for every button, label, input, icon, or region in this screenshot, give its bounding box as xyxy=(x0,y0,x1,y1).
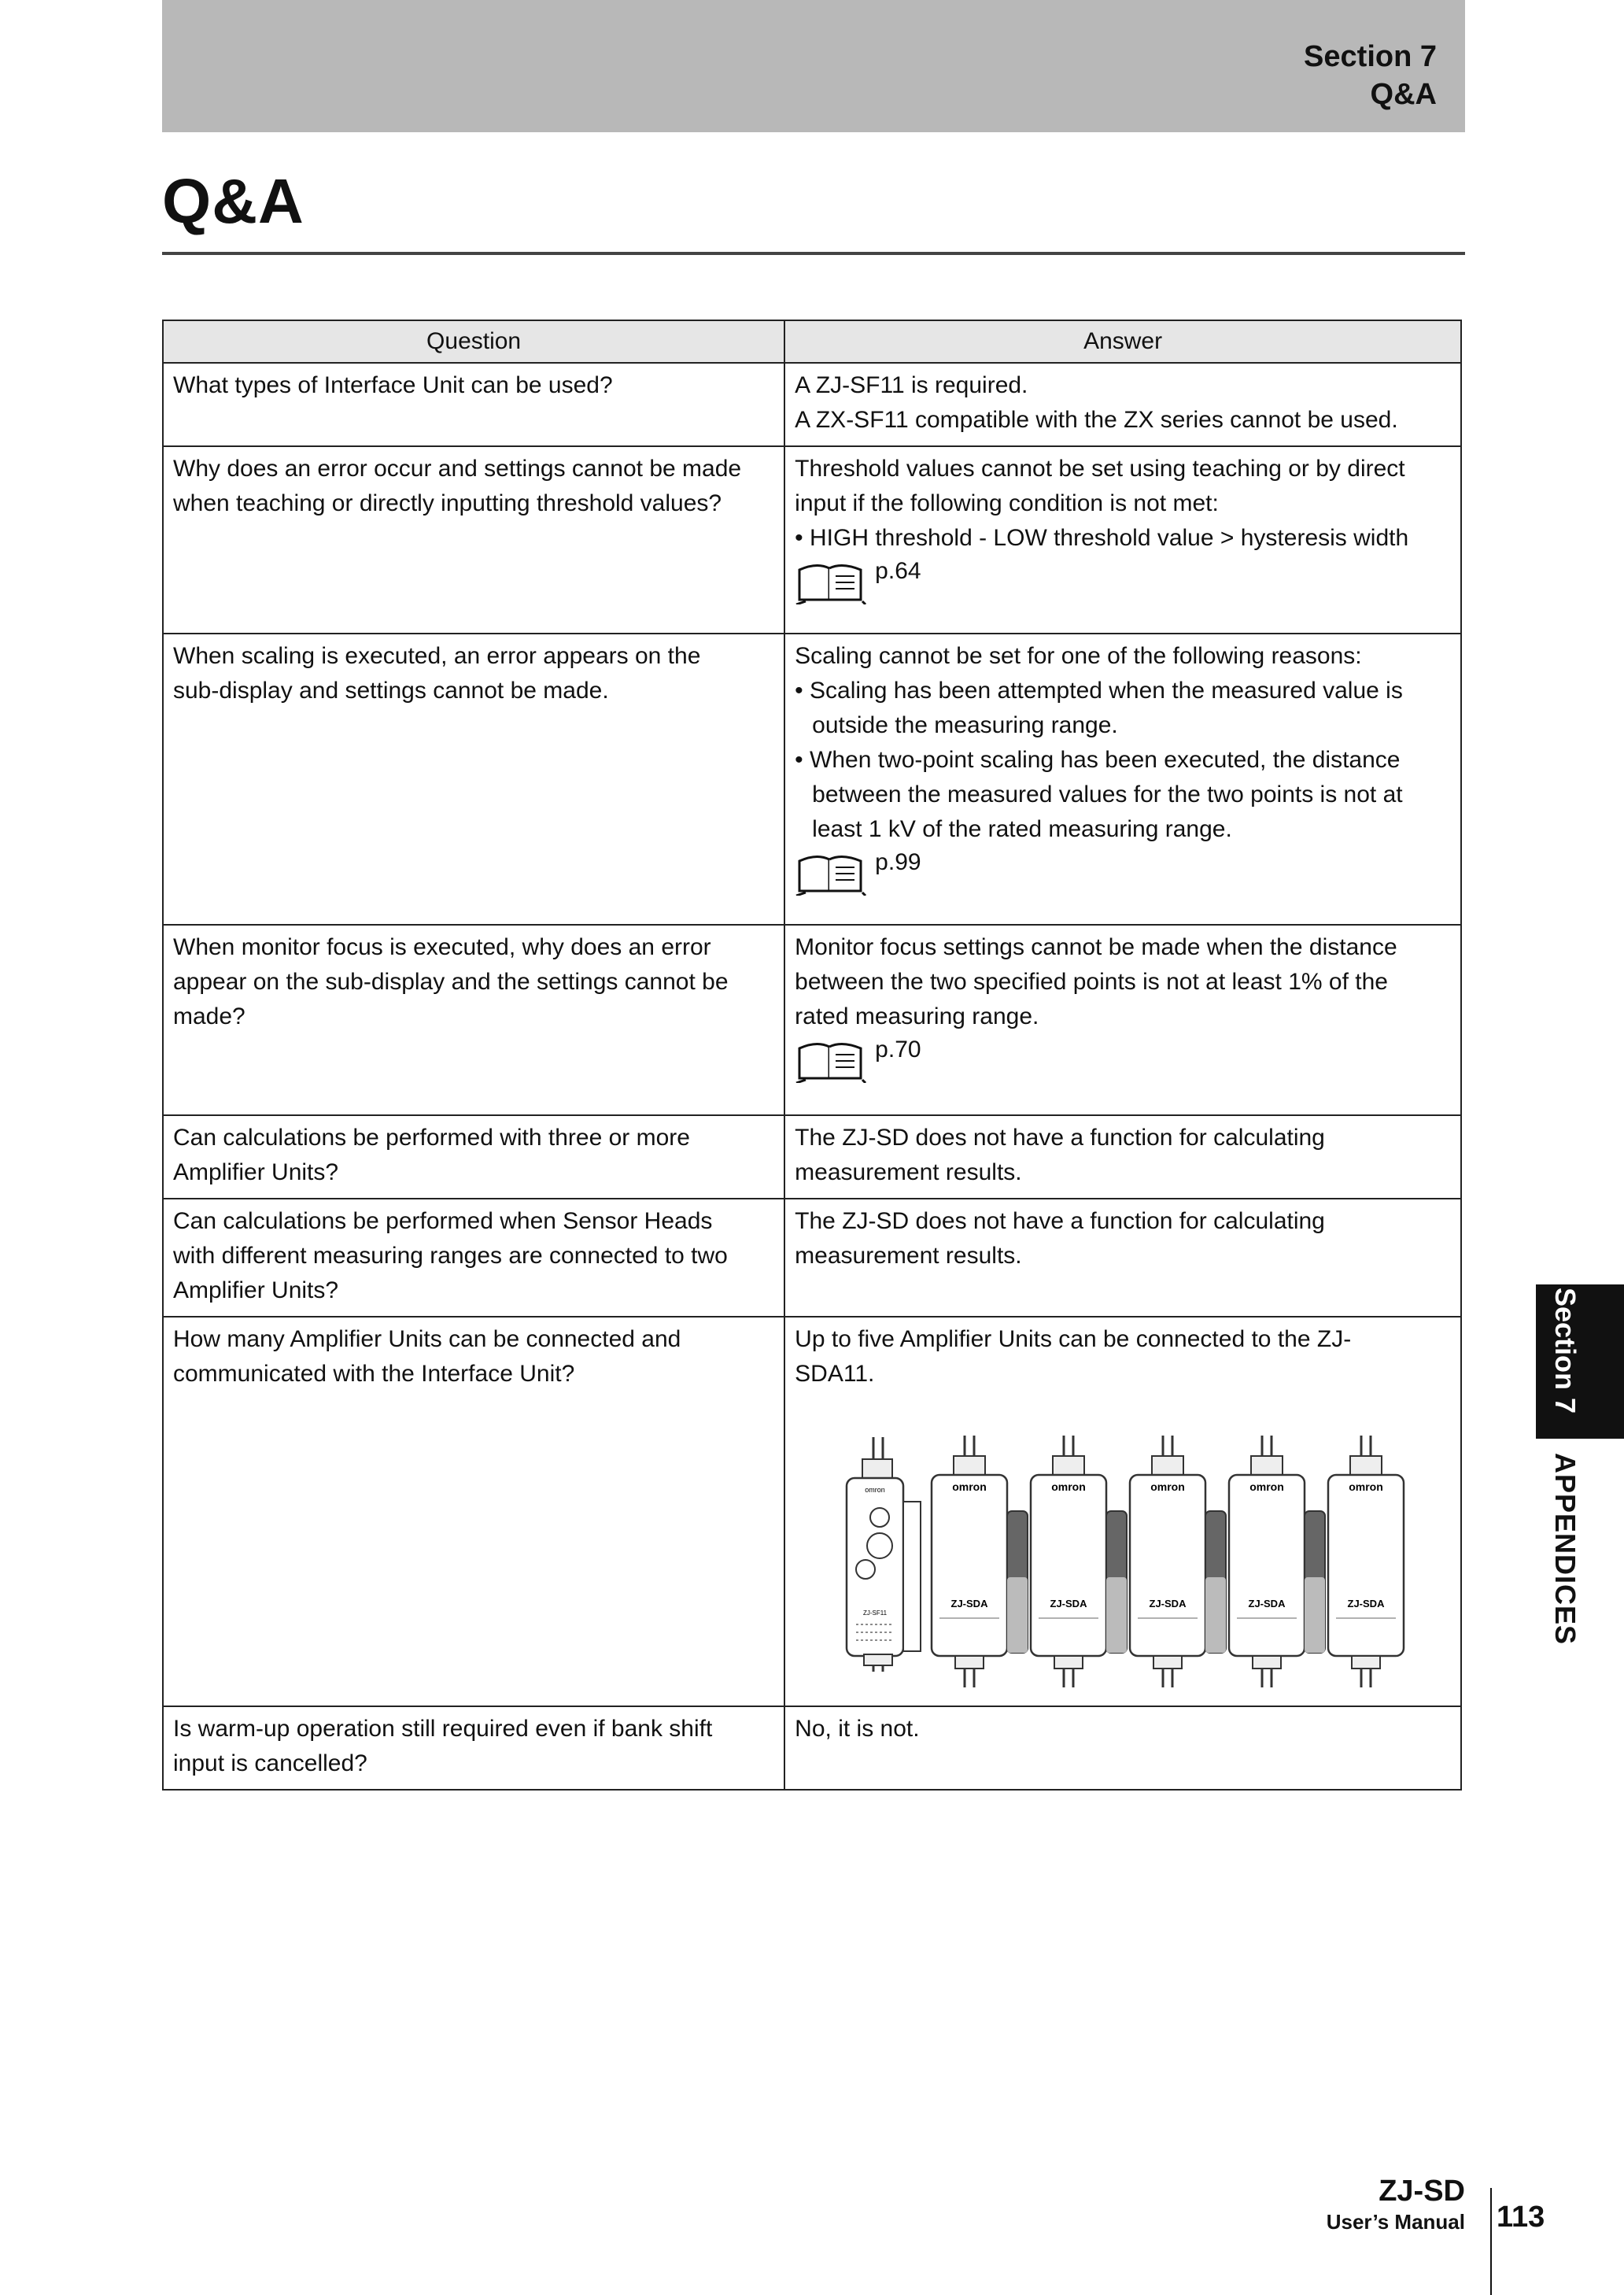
table-row xyxy=(163,1199,1461,1317)
amplifier-units-diagram xyxy=(842,1436,1451,1698)
svg-text:ZJ-SDA: ZJ-SDA xyxy=(1248,1598,1286,1609)
page-reference-text: p.70 xyxy=(875,1037,921,1062)
header-section xyxy=(1304,38,1437,113)
title-rule xyxy=(162,252,1465,255)
svg-text:omron: omron xyxy=(1150,1480,1185,1493)
amplifier-unit xyxy=(1130,1436,1226,1687)
amplifier-unit xyxy=(1229,1436,1325,1687)
header-band xyxy=(162,0,1465,132)
interface-model-text: ZJ-SF11 xyxy=(863,1609,888,1617)
header-section-number: Section 7 xyxy=(1304,40,1437,73)
amplifier-unit xyxy=(932,1436,1028,1687)
answer-cell: No, it is not. xyxy=(784,1706,1461,1790)
side-tab-appendices-label: APPENDICES xyxy=(1549,1453,1582,1646)
table-row xyxy=(163,925,1461,1115)
amplifier-units-illustration xyxy=(842,1436,1408,1687)
svg-text:omron: omron xyxy=(952,1480,987,1493)
header-section-title: Q&A xyxy=(1370,78,1437,111)
svg-text:omron: omron xyxy=(1051,1480,1086,1493)
page-reference[interactable] xyxy=(795,845,1451,896)
answer-cell: Up to five Amplifier Units can be connected to the ZJ- SDA11. omron ZJ-SF11 omron ZJ-SDA omron ZJ-SDA omron ZJ-SDA omron ZJ-SDA omron ZJ-SDA xyxy=(784,1317,1461,1706)
interface-brand-text: omron xyxy=(865,1486,885,1494)
table-row xyxy=(163,363,1461,446)
page-reference-text: p.64 xyxy=(875,558,921,584)
manual-book-icon xyxy=(795,852,867,896)
column-header-answer: Answer xyxy=(784,320,1461,363)
svg-text:omron: omron xyxy=(1349,1480,1383,1493)
answer-cell: Scaling cannot be set for one of the following reasons: • Scaling has been attempted when the measured value is outside the measuring range. • When two-point scaling has been executed, the distance between the measured values for the two points is not at least 1 kV of the rated measuring range. p.99 xyxy=(784,634,1461,925)
table-header-row xyxy=(163,320,1461,363)
table-row xyxy=(163,1706,1461,1790)
qa-table xyxy=(162,320,1462,1791)
footer-manual-label: User’s Manual xyxy=(1326,2210,1465,2234)
svg-text:ZJ-SDA: ZJ-SDA xyxy=(1347,1598,1385,1609)
interface-unit xyxy=(847,1436,921,1672)
footer-divider xyxy=(1490,2188,1492,2295)
table-row xyxy=(163,1317,1461,1706)
table-row xyxy=(163,446,1461,634)
page-reference[interactable] xyxy=(795,554,1451,604)
page-reference-text: p.99 xyxy=(875,849,921,875)
question-cell: Can calculations be performed when Sensor Heads with different measuring ranges are connected to two Amplifier Units? xyxy=(163,1199,784,1317)
manual-book-icon xyxy=(795,1039,867,1083)
question-cell: Is warm-up operation still required even if bank shift input is cancelled? xyxy=(163,1706,784,1790)
question-cell: When monitor focus is executed, why does an error appear on the sub-display and the settings cannot be made? xyxy=(163,925,784,1115)
question-cell: How many Amplifier Units can be connected and communicated with the Interface Unit? xyxy=(163,1317,784,1706)
page-title: Q&A xyxy=(162,166,304,236)
svg-text:ZJ-SDA: ZJ-SDA xyxy=(1149,1598,1187,1609)
table-row xyxy=(163,634,1461,925)
footer-product-name: ZJ-SD xyxy=(1379,2175,1465,2208)
svg-text:omron: omron xyxy=(1249,1480,1284,1493)
manual-book-icon xyxy=(795,560,867,604)
answer-cell: Threshold values cannot be set using teaching or by direct input if the following condition is not met: • HIGH threshold - LOW threshold value > hysteresis width p.64 xyxy=(784,446,1461,634)
question-cell: Why does an error occur and settings cannot be made when teaching or directly inputting threshold values? xyxy=(163,446,784,634)
answer-cell: The ZJ-SD does not have a function for calculating measurement results. xyxy=(784,1115,1461,1199)
page-number: 113 xyxy=(1497,2201,1545,2234)
question-cell: When scaling is executed, an error appears on the sub-display and settings cannot be made. xyxy=(163,634,784,925)
answer-cell: The ZJ-SD does not have a function for calculating measurement results. xyxy=(784,1199,1461,1317)
column-header-question: Question xyxy=(163,320,784,363)
question-cell: Can calculations be performed with three or more Amplifier Units? xyxy=(163,1115,784,1199)
table-row xyxy=(163,1115,1461,1199)
amplifier-unit xyxy=(1031,1436,1127,1687)
page-reference[interactable] xyxy=(795,1033,1451,1083)
amplifier-unit xyxy=(1328,1436,1404,1687)
svg-text:ZJ-SDA: ZJ-SDA xyxy=(1050,1598,1087,1609)
answer-cell: A ZJ-SF11 is required. A ZX-SF11 compatible with the ZX series cannot be used. xyxy=(784,363,1461,446)
question-cell: What types of Interface Unit can be used? xyxy=(163,363,784,446)
svg-text:ZJ-SDA: ZJ-SDA xyxy=(950,1598,988,1609)
answer-cell: Monitor focus settings cannot be made when the distance between the two specified points is not at least 1% of the rated measuring range. p.70 xyxy=(784,925,1461,1115)
side-tab-section-label: Section 7 xyxy=(1549,1288,1582,1414)
